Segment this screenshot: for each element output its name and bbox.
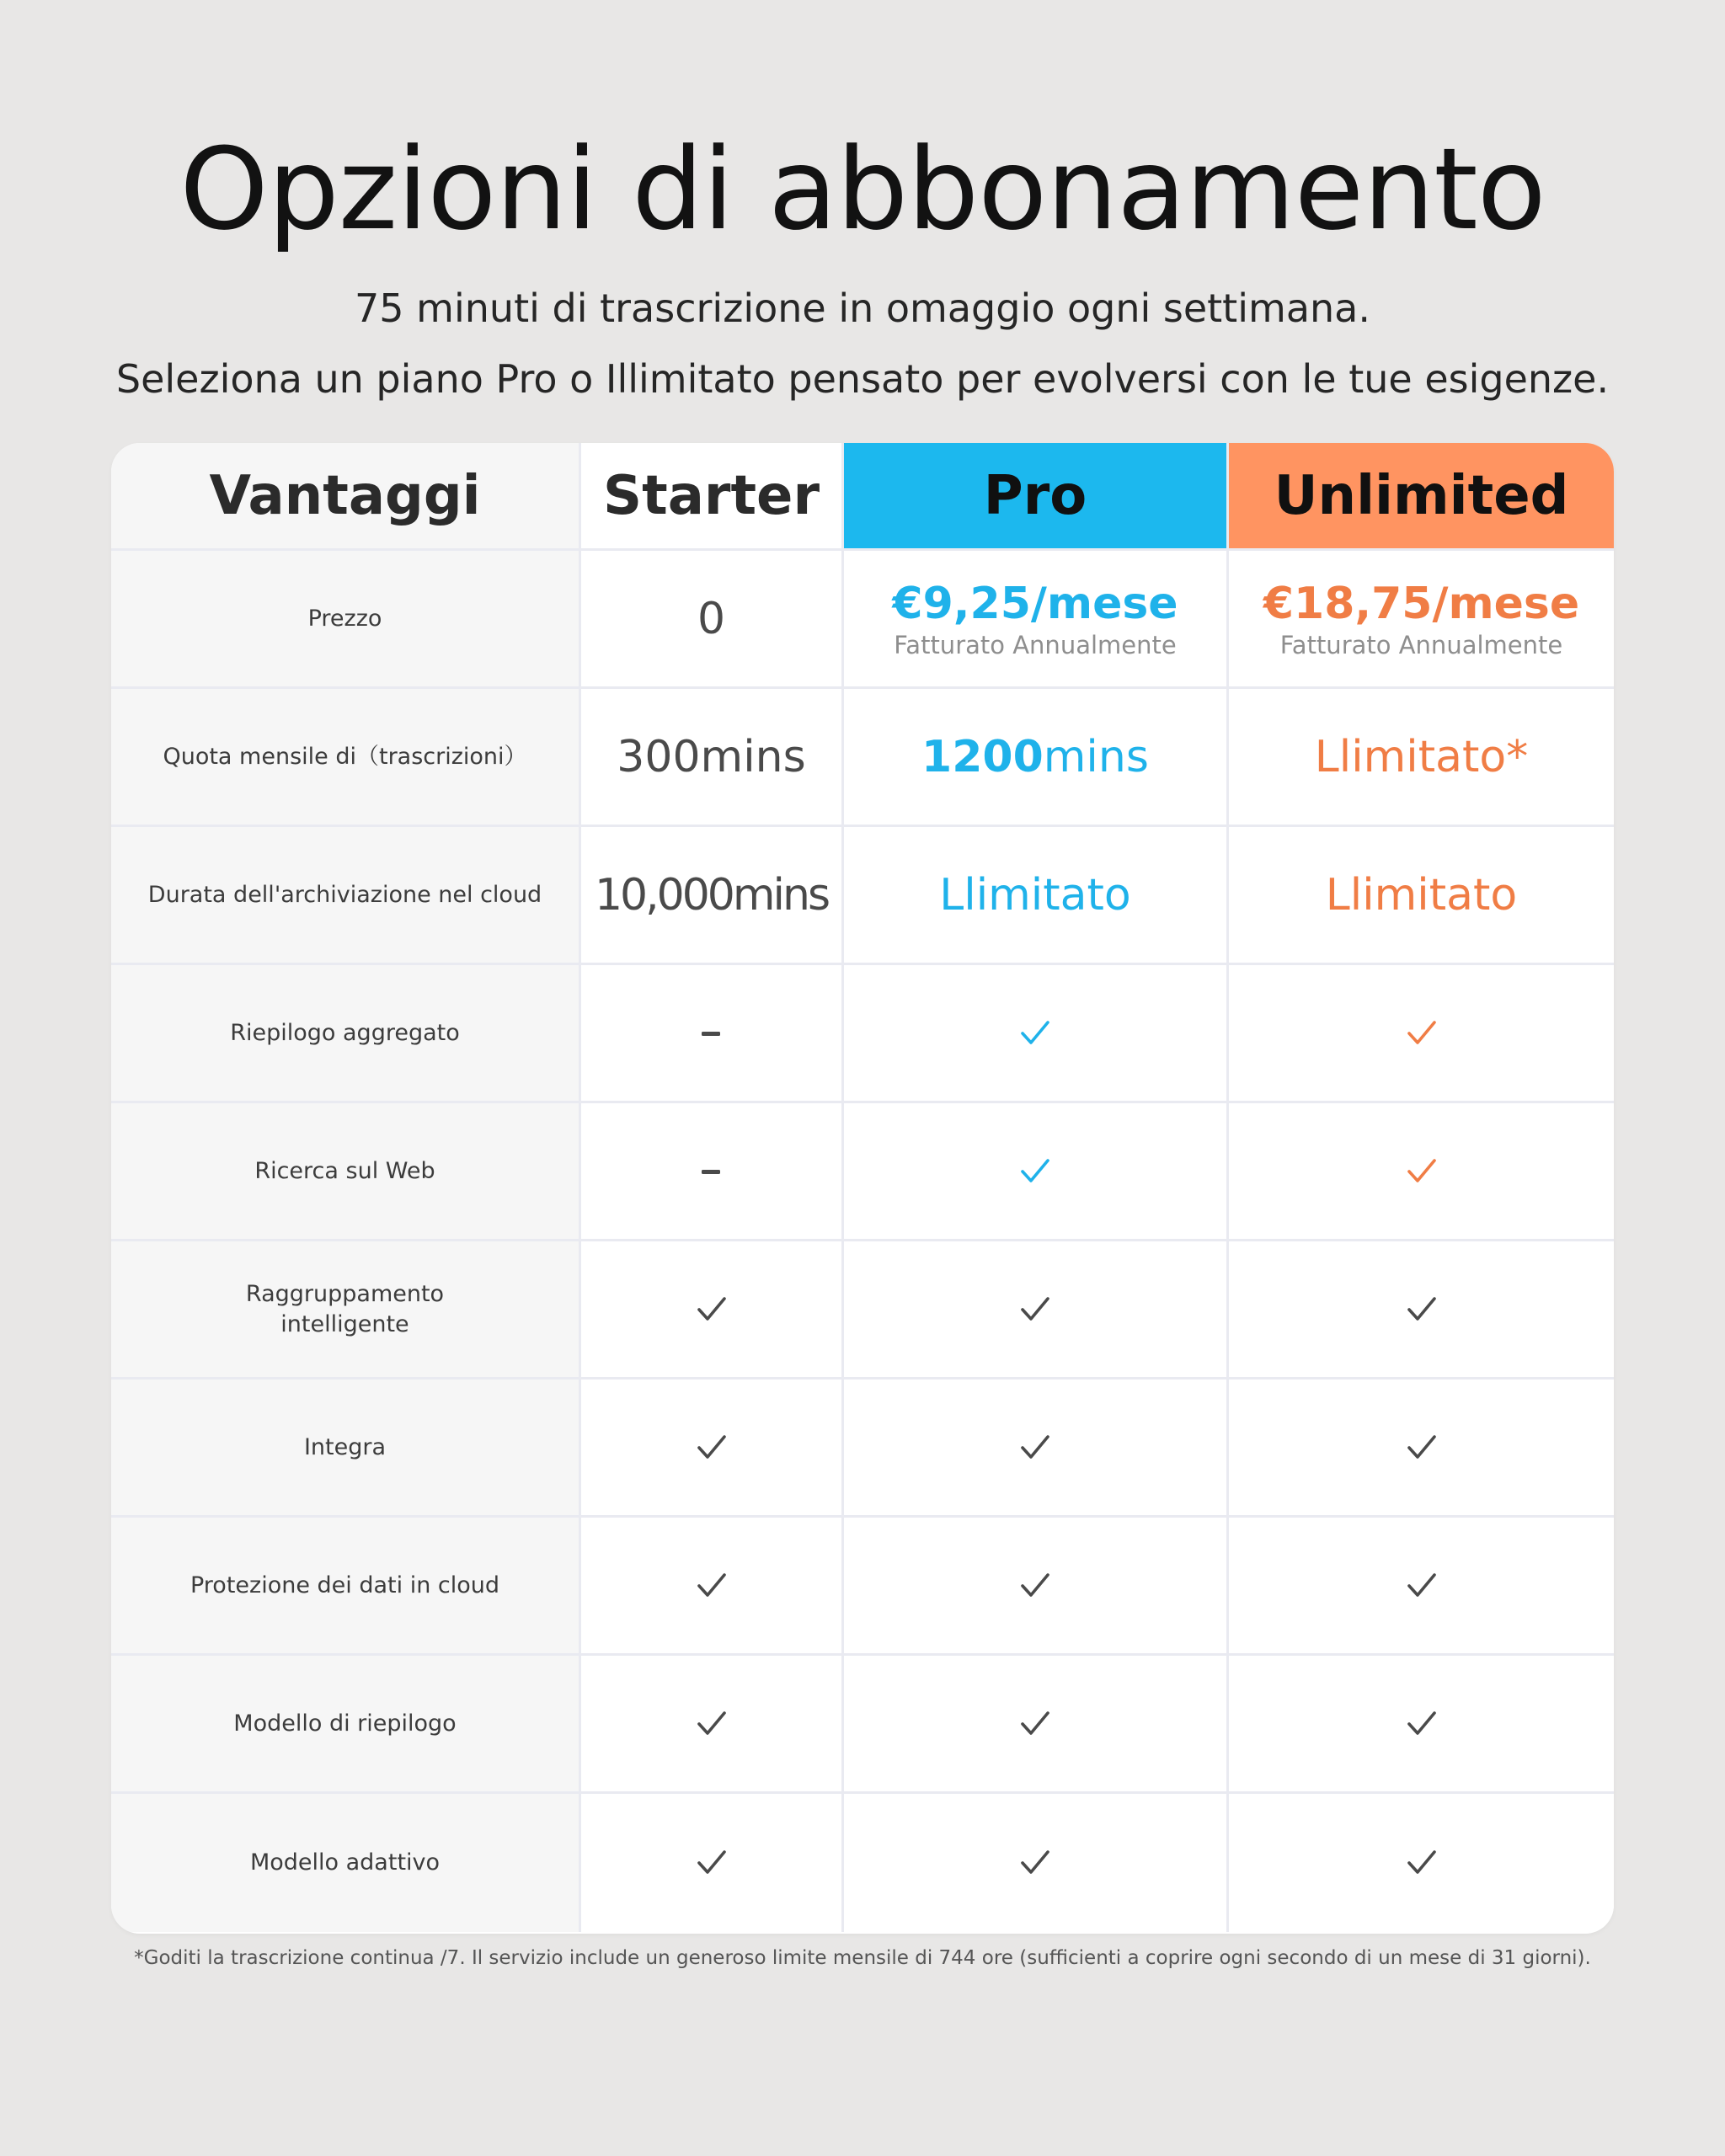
unlimited-quota-cell	[1229, 689, 1614, 825]
pro-storage-cell	[844, 827, 1229, 963]
column-label-pro: Pro	[983, 464, 1087, 527]
header-starter[interactable]	[581, 443, 844, 548]
pro-quota-number: 1200	[921, 731, 1044, 782]
pro-feature-cell	[844, 965, 1229, 1101]
feature-cell	[111, 1241, 581, 1377]
pro-quota-cell	[844, 689, 1229, 825]
pro-feature-cell	[844, 1103, 1229, 1239]
checkmark-icon	[1017, 1567, 1054, 1604]
starter-storage: 10,000mins	[594, 869, 829, 921]
starter-storage-cell	[581, 827, 844, 963]
unlimited-quota: Llimitato*	[1314, 731, 1529, 782]
pro-price-cell	[844, 551, 1229, 686]
feature-label: Riepilogo aggregato	[230, 1019, 460, 1046]
table-row	[111, 1103, 1614, 1241]
feature-cell	[111, 1380, 581, 1515]
feature-label: Modello di riepilogo	[233, 1710, 457, 1737]
feature-label: Modello adattivo	[249, 1849, 441, 1876]
checkmark-icon	[1017, 1844, 1054, 1881]
unlimited-feature-cell	[1229, 1518, 1614, 1653]
column-label-vantaggi: Vantaggi	[209, 464, 481, 527]
starter-price-cell	[581, 551, 844, 686]
subtitle-line-2: Seleziona un piano Pro o Illimitato pensato per evolversi con le tue esigenze.	[115, 356, 1610, 402]
table-row	[111, 1380, 1614, 1518]
pro-billing-note: Fatturato Annualmente	[894, 630, 1177, 659]
pro-feature-cell	[844, 1518, 1229, 1653]
subtitle-line-1: 75 minuti di trascrizione in omaggio ogni settimana.	[355, 286, 1370, 331]
table-row	[111, 1794, 1614, 1932]
checkmark-icon	[1403, 1844, 1440, 1881]
footnote: *Goditi la trascrizione continua /7. Il servizio include un generoso limite mensile di 744 ore (sufficienti a coprire ogni secondo di un mese di 31 giorni).	[134, 1947, 1591, 1969]
feature-cell	[111, 551, 581, 686]
checkmark-icon	[1017, 1291, 1054, 1328]
checkmark-icon	[1403, 1567, 1440, 1604]
feature-cell	[111, 689, 581, 825]
starter-quota: 300mins	[617, 731, 806, 782]
pro-feature-cell	[844, 1241, 1229, 1377]
checkmark-icon	[1403, 1705, 1440, 1742]
pro-feature-cell	[844, 1794, 1229, 1932]
table-row	[111, 1656, 1614, 1794]
checkmark-icon	[693, 1705, 730, 1742]
column-label-unlimited: Unlimited	[1274, 464, 1569, 527]
unlimited-feature-cell	[1229, 1380, 1614, 1515]
starter-feature-cell	[581, 1794, 844, 1932]
checkmark-icon	[693, 1291, 730, 1328]
unlimited-storage-cell	[1229, 827, 1614, 963]
feature-cell	[111, 1656, 581, 1791]
column-label-starter: Starter	[603, 464, 820, 527]
table-row-quota	[111, 689, 1614, 827]
checkmark-icon	[1403, 1153, 1440, 1190]
feature-label: Ricerca sul Web	[254, 1157, 435, 1184]
pro-feature-cell	[844, 1656, 1229, 1791]
checkmark-icon	[1017, 1429, 1054, 1466]
feature-label: Raggruppamento intelligente	[245, 1280, 445, 1337]
feature-cell	[111, 1518, 581, 1653]
table-row-storage	[111, 827, 1614, 965]
unlimited-feature-cell	[1229, 1794, 1614, 1932]
table-row	[111, 1518, 1614, 1656]
checkmark-icon	[693, 1844, 730, 1881]
checkmark-icon	[1403, 1015, 1440, 1052]
starter-feature-cell	[581, 1241, 844, 1377]
feature-label: Quota mensile di（trascrizioni）	[163, 743, 527, 770]
pro-quota-unit: mins	[1043, 731, 1149, 782]
feature-cell	[111, 1794, 581, 1932]
checkmark-icon	[1017, 1015, 1054, 1052]
checkmark-icon	[693, 1567, 730, 1604]
feature-label: Durata dell'archiviazione nel cloud	[147, 881, 542, 908]
unlimited-feature-cell	[1229, 965, 1614, 1101]
checkmark-icon	[1403, 1291, 1440, 1328]
page-title: Opzioni di abbonamento	[179, 124, 1546, 255]
table-header-row	[111, 443, 1614, 551]
unlimited-feature-cell	[1229, 1656, 1614, 1791]
feature-cell	[111, 1103, 581, 1239]
table-row	[111, 965, 1614, 1103]
starter-feature-cell	[581, 1103, 844, 1239]
unlimited-feature-cell	[1229, 1241, 1614, 1377]
feature-label: Protezione dei dati in cloud	[190, 1572, 500, 1598]
pro-price: €9,25/mese	[892, 578, 1178, 629]
checkmark-icon	[693, 1429, 730, 1466]
table-row	[111, 1241, 1614, 1380]
unlimited-feature-cell	[1229, 1103, 1614, 1239]
unlimited-storage: Llimitato	[1325, 869, 1518, 921]
checkmark-icon	[1403, 1429, 1440, 1466]
unlimited-price: €18,75/mese	[1263, 578, 1580, 629]
pro-quota	[921, 732, 1149, 782]
starter-feature-cell	[581, 1518, 844, 1653]
checkmark-icon	[1017, 1705, 1054, 1742]
header-unlimited[interactable]	[1229, 443, 1614, 548]
checkmark-icon	[1017, 1153, 1054, 1190]
feature-label: Integra	[303, 1433, 387, 1460]
feature-cell	[111, 827, 581, 963]
header-pro[interactable]	[844, 443, 1229, 548]
unlimited-price-cell	[1229, 551, 1614, 686]
starter-feature-cell	[581, 1380, 844, 1515]
starter-feature-cell	[581, 1656, 844, 1791]
table-row-price	[111, 551, 1614, 689]
starter-price: 0	[697, 593, 726, 644]
dash-icon	[693, 1153, 730, 1190]
dash-icon	[693, 1015, 730, 1052]
starter-feature-cell	[581, 965, 844, 1101]
starter-quota-cell	[581, 689, 844, 825]
pro-storage: Llimitato	[939, 869, 1131, 921]
unlimited-billing-note: Fatturato Annualmente	[1279, 630, 1563, 659]
feature-cell	[111, 965, 581, 1101]
pro-feature-cell	[844, 1380, 1229, 1515]
pricing-table	[111, 443, 1614, 1934]
header-vantaggi	[111, 443, 581, 548]
feature-label: Prezzo	[307, 605, 382, 632]
